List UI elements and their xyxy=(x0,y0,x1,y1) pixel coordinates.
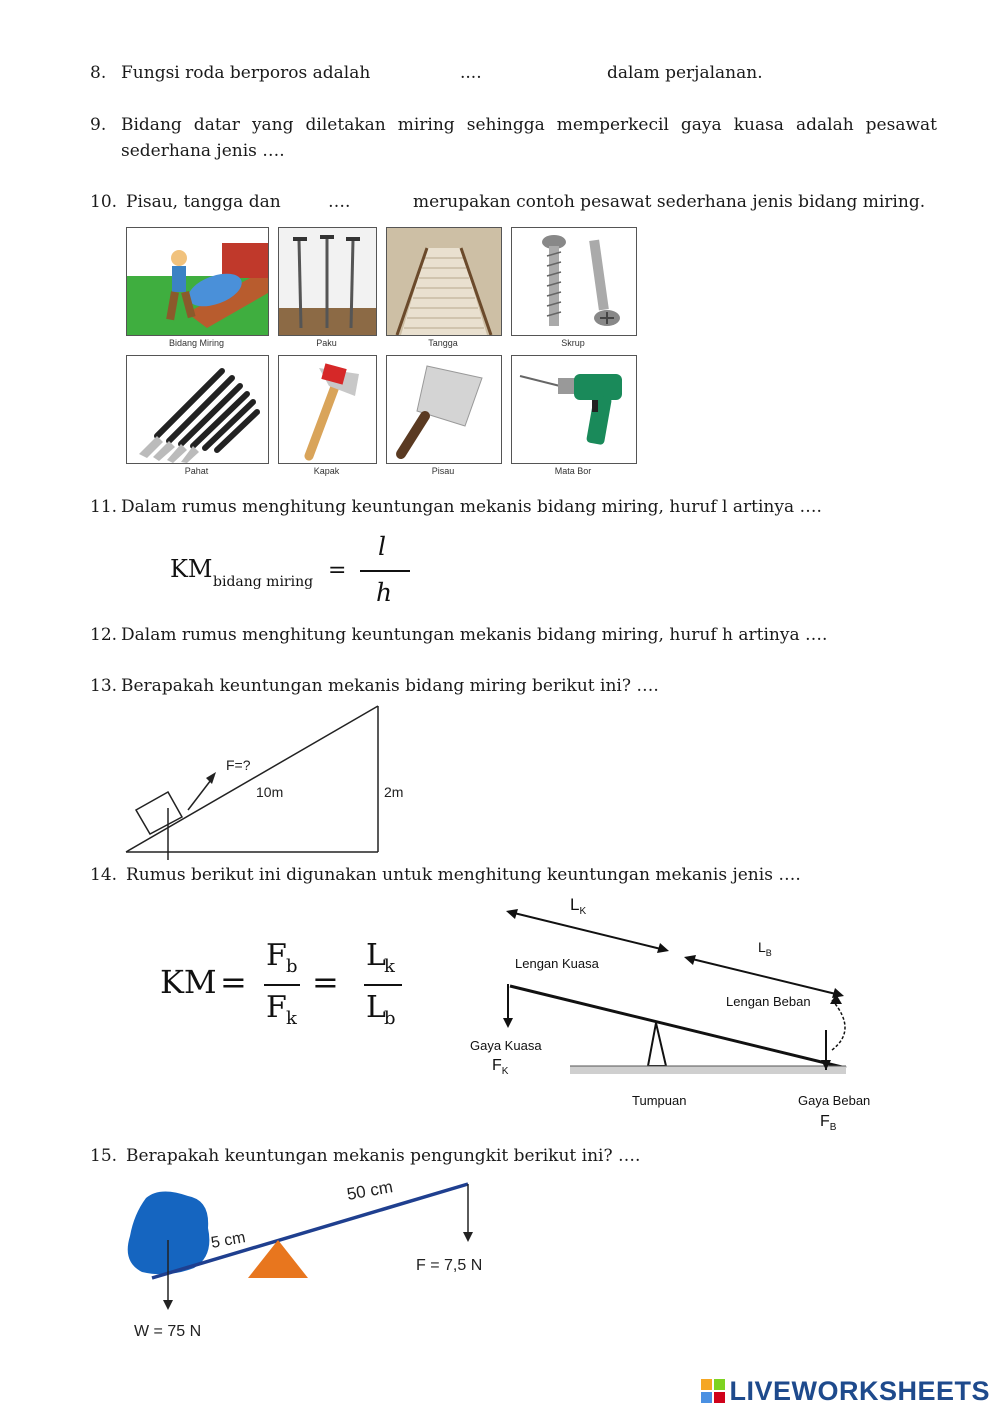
lengan-beban-label: Lengan Beban xyxy=(726,994,811,1009)
inclined-plane-diagram xyxy=(120,700,420,865)
arrowhead xyxy=(684,955,696,965)
answer-blank[interactable]: …. xyxy=(328,192,351,212)
axe-illustration xyxy=(278,355,377,464)
arrowhead xyxy=(503,1018,513,1028)
question-text[interactable]: Dalam rumus menghitung keuntungan mekanis bidang miring, huruf h artinya …. xyxy=(121,625,828,645)
force-label: F = 7,5 N xyxy=(416,1257,483,1274)
formula-fk-subscript: k xyxy=(286,1008,297,1029)
image-caption: Mata Bor xyxy=(554,466,592,476)
nails-illustration xyxy=(278,227,377,336)
question-text: Pisau, tangga dan xyxy=(126,192,281,212)
formula-subscript: bidang miring xyxy=(213,574,314,590)
formula-lk: L xyxy=(366,938,386,973)
image-caption: Skrup xyxy=(561,338,585,348)
question-number: 11. xyxy=(90,497,118,517)
chisels-illustration xyxy=(126,355,269,464)
formula-lb-subscript: b xyxy=(384,1008,396,1029)
weight-label: W = 75 N xyxy=(134,1323,202,1340)
inclined-plane-illustration xyxy=(126,227,269,336)
slope-label: 10m xyxy=(256,784,284,800)
image-caption: Paku xyxy=(316,338,337,348)
question-text[interactable]: Rumus berikut ini digunakan untuk menghitung keuntungan mekanis jenis …. xyxy=(126,865,801,885)
tumpuan-label: Tumpuan xyxy=(632,1093,687,1108)
question-number: 14. xyxy=(90,865,118,885)
arrowhead xyxy=(506,909,518,919)
question-text-line-1: Bidang datar yang diletakan miring sehingga memperkecil gaya kuasa adalah pesawat xyxy=(121,115,937,135)
fraction-bar xyxy=(264,984,300,986)
lb-dimension-line xyxy=(688,958,840,995)
image-caption: Bidang Miring xyxy=(168,338,225,348)
question-number: 9. xyxy=(90,115,107,135)
drill-illustration xyxy=(511,355,637,464)
brand-text: LIVEWORKSHEETS xyxy=(729,1376,990,1406)
image-caption: Pahat xyxy=(184,466,209,476)
force-arrowhead xyxy=(206,772,216,784)
formula-fb: F xyxy=(266,938,287,973)
rotation-arrow xyxy=(832,1000,845,1050)
formula-km: KM xyxy=(170,555,213,583)
block xyxy=(136,792,182,834)
formula-equals: = xyxy=(312,963,339,1001)
question-15 xyxy=(0,1143,1000,1169)
ground xyxy=(570,1066,846,1074)
gaya-beban-label: Gaya Beban xyxy=(798,1093,871,1108)
short-arm-label: 5 cm xyxy=(209,1229,247,1252)
fraction-bar xyxy=(364,984,402,986)
formula-fk: F xyxy=(266,990,287,1025)
question-text[interactable]: Berapakah keuntungan mekanis bidang miring berikut ini? …. xyxy=(121,676,659,696)
knife-illustration xyxy=(386,355,502,464)
question-text-line-2[interactable]: sederhana jenis …. xyxy=(121,141,285,161)
arrowhead xyxy=(463,1232,473,1242)
image-caption: Tangga xyxy=(428,338,458,348)
formula-equals: = xyxy=(328,558,347,583)
question-number: 8. xyxy=(90,63,107,83)
formula-denominator: h xyxy=(376,578,393,607)
image-caption: Pisau xyxy=(431,466,455,476)
formula-km: KM xyxy=(160,963,217,1001)
question-text: Fungsi roda berporos adalah xyxy=(121,63,371,83)
fraction-bar xyxy=(360,570,410,572)
formula-fb-subscript: b xyxy=(286,956,298,977)
question-14 xyxy=(0,862,1000,888)
screws-illustration xyxy=(511,227,637,336)
fk-label: $F_K$ xyxy=(492,1057,509,1077)
lengan-kuasa-label: Lengan Kuasa xyxy=(515,956,599,971)
formula-numerator: l xyxy=(378,532,386,561)
formula-lb: L xyxy=(366,990,386,1025)
lk-dimension-line xyxy=(510,912,665,950)
question-13 xyxy=(0,673,1000,699)
arrowhead xyxy=(832,988,844,998)
lb-label: $L_B$ xyxy=(758,939,772,958)
question-number: 15. xyxy=(90,1146,118,1166)
image-caption: Kapak xyxy=(313,466,340,476)
arrowhead xyxy=(657,943,669,953)
question-number: 12. xyxy=(90,625,118,645)
lever-problem-diagram xyxy=(110,1170,510,1350)
lever-diagram xyxy=(460,890,880,1140)
gaya-kuasa-label: Gaya Kuasa xyxy=(470,1038,542,1053)
fb-label: $F_B$ xyxy=(820,1113,837,1133)
question-text: dalam perjalanan. xyxy=(607,63,763,83)
lk-label: $L_K$ xyxy=(570,895,587,917)
formula-lk-subscript: k xyxy=(384,956,395,977)
question-number: 10. xyxy=(90,192,118,212)
question-10 xyxy=(0,189,1000,215)
long-arm-label: 50 cm xyxy=(345,1177,395,1204)
liveworksheets-logo xyxy=(701,1376,990,1407)
fulcrum xyxy=(648,1023,666,1066)
liveworksheets-icon xyxy=(701,1379,725,1403)
question-text: merupakan contoh pesawat sederhana jenis bidang miring. xyxy=(413,192,926,212)
height-label: 2m xyxy=(384,784,404,800)
question-11 xyxy=(0,494,1000,520)
question-9 xyxy=(0,112,1000,164)
force-label: F=? xyxy=(226,757,251,773)
answer-blank[interactable]: .... xyxy=(460,63,482,83)
stairs-illustration xyxy=(386,227,502,336)
question-text[interactable]: Dalam rumus menghitung keuntungan mekanis bidang miring, huruf l artinya …. xyxy=(121,497,822,517)
formula-equals: = xyxy=(220,963,247,1001)
arrowhead xyxy=(163,1300,173,1310)
question-8 xyxy=(0,60,1000,86)
question-text[interactable]: Berapakah keuntungan mekanis pengungkit berikut ini? …. xyxy=(126,1146,641,1166)
question-12 xyxy=(0,622,1000,648)
question-number: 13. xyxy=(90,676,118,696)
slope-line xyxy=(126,706,378,852)
